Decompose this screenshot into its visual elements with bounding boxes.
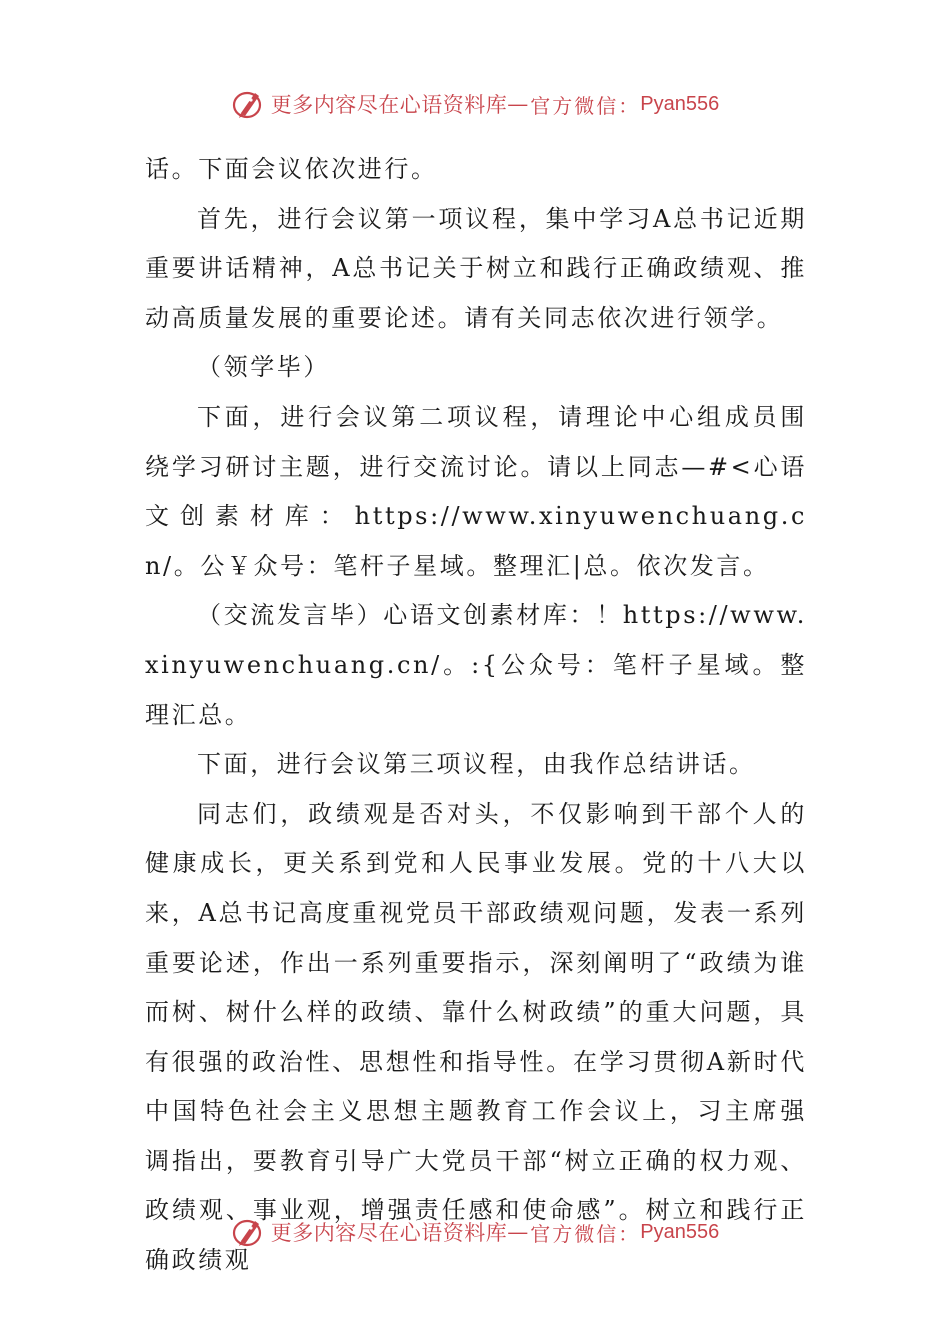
paragraph-agenda-two: 下面，进行会议第二项议程，请理论中心组成员围绕学习研讨主题，进行交流讨论。请以上同志—#<心语文创素材库：https://www.xinyuwenchuang.cn/。公￥众号：笔杆子星域。整理汇|总。依次发言。 — [145, 402, 807, 580]
paragraph-note-discussion-done: （交流发言毕）心语文创素材库：！https://www.xinyuwenchuang.cn/。:{公众号：笔杆子星域。整理汇总。 — [145, 601, 807, 729]
pen-logo-icon — [231, 1215, 267, 1249]
wechat-label: 官方微信： — [530, 1221, 641, 1246]
document-body — [145, 145, 807, 1286]
paragraph-continued: 话。下面会议依次进行。 — [145, 155, 438, 183]
footer-banner — [0, 1212, 950, 1252]
paragraph-note-study-done: （领学毕） — [197, 353, 330, 382]
header-banner — [0, 84, 950, 124]
paragraph-agenda-one: 首先，进行会议第一项议程，集中学习A总书记近期重要讲话精神，A总书记关于树立和践行正确政绩观、推动高质量发展的重要论述。请有关同志依次进行领学。 — [145, 204, 807, 332]
wechat-id: Pyan556 — [640, 1220, 720, 1243]
banner-separator: — — [507, 92, 529, 116]
paragraph-agenda-three: 下面，进行会议第三项议程，由我作总结讲话。 — [197, 750, 756, 779]
banner-separator: — — [507, 1220, 529, 1244]
pen-logo-icon — [231, 87, 267, 121]
wechat-label: 官方微信： — [530, 93, 641, 118]
paragraph-summary-speech: 同志们，政绩观是否对头，不仅影响到干部个人的健康成长，更关系到党和人民事业发展。党的十八大以来，A总书记高度重视党员干部政绩观问题，发表一系列重要论述，作出一系列重要指示，深刻阐明了“政绩为谁而树、树什么样的政绩、靠什么树政绩”的重大问题，具有很强的政治性、思想性和指导性。在学习贯彻A新时代中国特色社会主义思想主题教育工作会议上，习主席强调指出，要教育引导广大党员干部“树立正确的权力观、政绩观、事业观，增强责任感和使命感”。树立和践行正确政绩观 — [145, 799, 807, 1275]
banner-slogan: 更多内容尽在心语资料库 — [270, 93, 508, 117]
banner-slogan: 更多内容尽在心语资料库 — [270, 1221, 508, 1245]
wechat-id: Pyan556 — [640, 92, 720, 115]
